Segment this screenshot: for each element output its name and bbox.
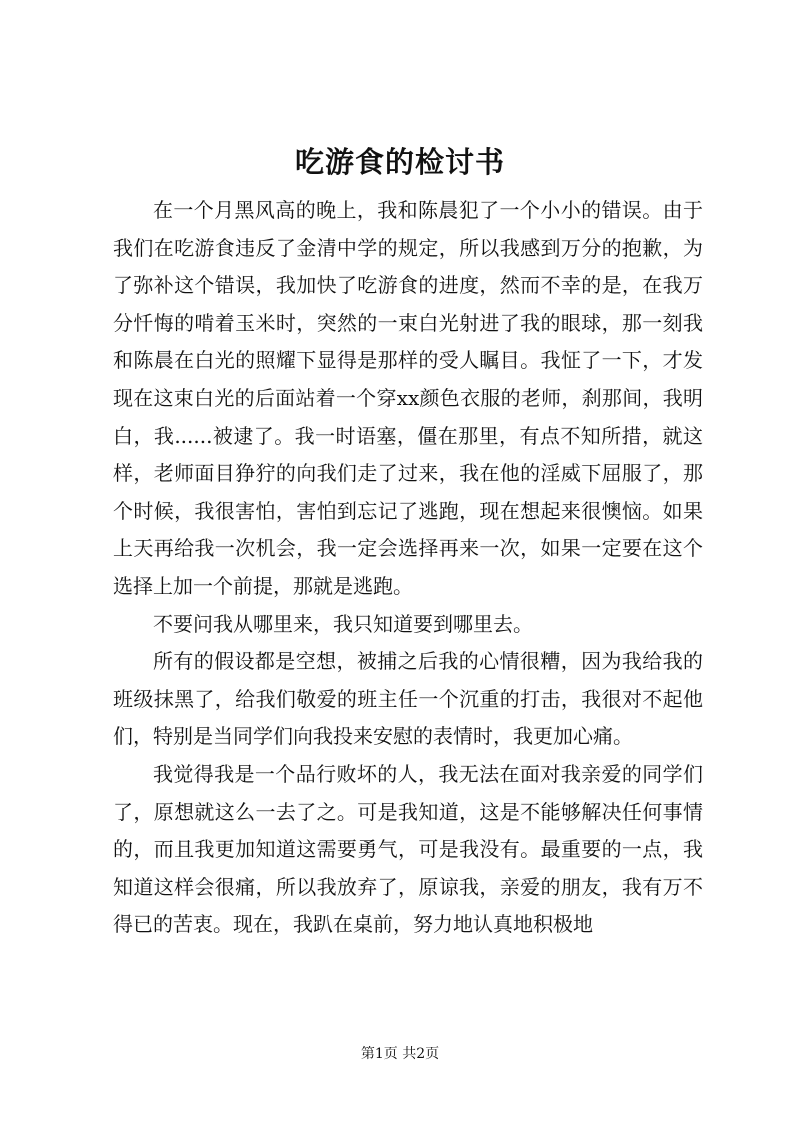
- paragraph: 在一个月黑风高的晚上，我和陈晨犯了一个小小的错误。由于我们在吃游食违反了金清中学的规定，所以我感到万分的抱歉，为了弥补这个错误，我加快了吃游食的进度，然而不幸的是，在我万分忏悔的啃着玉米时，突然的一束白光射进了我的眼球，那一刻我和陈晨在白光的照耀下显得是那样的受人瞩目。我怔了一下，才发现在这束白光的后面站着一个穿xx颜色衣服的老师，刹那间，我明白，我......被逮了。我一时语塞，僵在那里，有点不知所措，就这样，老师面目狰狞的向我们走了过来，我在他的淫威下屈服了，那个时候，我很害怕，害怕到忘记了逃跑，现在想起来很懊恼。如果上天再给我一次机会，我一定会选择再来一次，如果一定要在这个选择上加一个前提，那就是逃跑。: [113, 198, 703, 598]
- paragraph: 不要问我从哪里来，我只知道要到哪里去。: [153, 611, 533, 636]
- page-footer: 第1页 共2页: [360, 1046, 440, 1062]
- document-title: 吃游食的检讨书: [294, 145, 505, 179]
- paragraph: 我觉得我是一个品行败坏的人，我无法在面对我亲爱的同学们了，原想就这么一去了之。可是我知道，这是不能够解决任何事情的，而且我更加知道这需要勇气，可是我没有。最重要的一点，我知道这样会很痛，所以我放弃了，原谅我，亲爱的朋友，我有万不得已的苦衷。现在，我趴在桌前，努力地认真地积极地: [113, 761, 703, 937]
- paragraph: 所有的假设都是空想，被捕之后我的心情很糟，因为我给我的班级抹黑了，给我们敬爱的班主任一个沉重的打击，我很对不起他们，特别是当同学们向我投来安慰的表情时，我更加心痛。: [113, 649, 703, 749]
- document-body: [113, 192, 703, 944]
